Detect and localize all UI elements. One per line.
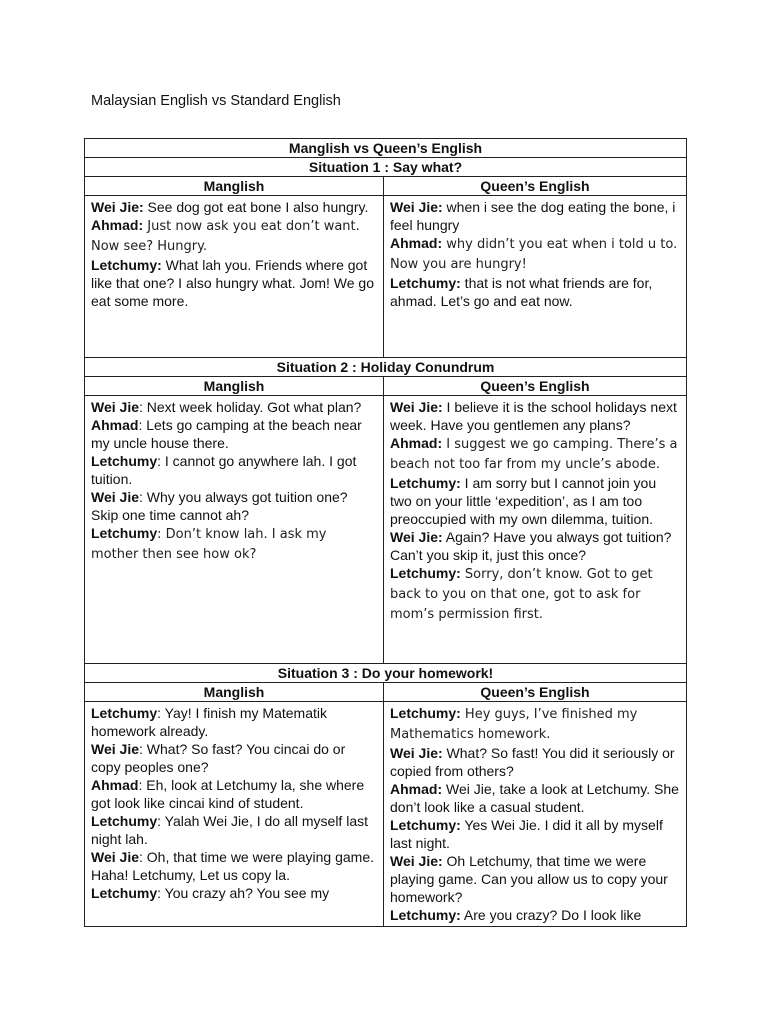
dialogue-text: : What? So fast? You cincai do or copy peoples one?: [91, 741, 346, 775]
dialogue-text: : Don’t know lah. I ask my mother then see how ok?: [91, 527, 327, 562]
speaker-name: Ahmad:: [390, 235, 443, 251]
column-header-row: [85, 177, 687, 196]
dialogue-line: [91, 884, 377, 902]
dialogue-text: Are you crazy? Do I look like: [460, 907, 642, 923]
column-header-row: [85, 683, 687, 702]
comparison-table: [84, 138, 687, 927]
table-title-row: [85, 139, 687, 158]
situation-3-queens-cell: [384, 702, 687, 927]
speaker-name: Wei Jie:: [91, 199, 144, 215]
dialogue-line: [91, 740, 377, 776]
column-header-queens-english: Queen’s English: [384, 683, 687, 702]
column-header-manglish: Manglish: [85, 683, 384, 702]
speaker-name: Wei Jie:: [390, 745, 443, 761]
dialogue-text: Hey guys, I’ve finished my Mathematics homework.: [390, 707, 638, 742]
table-title: Manglish vs Queen’s English: [85, 139, 687, 158]
dialogue-text: : Eh, look at Letchumy la, she where got look like cincai kind of student.: [91, 777, 365, 811]
speaker-name: Wei Jie: [91, 399, 139, 415]
speaker-name: Letchumy:: [390, 565, 461, 581]
speaker-name: Letchumy: [91, 525, 158, 541]
dialogue-text: : Next week holiday. Got what plan?: [139, 399, 362, 415]
dialogue-line: [390, 564, 680, 624]
dialogue-line: [390, 744, 680, 780]
speaker-name: Ahmad:: [91, 217, 144, 233]
column-header-queens-english: Queen’s English: [384, 177, 687, 196]
dialogue-text: I believe it is the school holidays next week. Have you gentlemen any plans?: [390, 399, 677, 433]
speaker-name: Letchumy:: [91, 257, 162, 273]
dialogue-line: [91, 524, 377, 564]
dialogue-text: : I cannot go anywhere lah. I got tuition.: [91, 453, 357, 487]
dialogue-row: [85, 196, 687, 358]
speaker-name: Wei Jie:: [390, 399, 443, 415]
dialogue-line: [390, 852, 680, 906]
dialogue-line: [91, 704, 377, 740]
dialogue-text: What lah you. Friends where got like that one? I also hungry what. Jom! We go eat some more.: [91, 257, 375, 309]
speaker-name: Wei Jie: [91, 849, 139, 865]
dialogue-line: [390, 816, 680, 852]
speaker-name: Letchumy: [91, 885, 158, 901]
speaker-name: Ahmad: [91, 417, 139, 433]
speaker-name: Wei Jie:: [390, 199, 443, 215]
dialogue-text: What? So fast! You did it seriously or copied from others?: [390, 745, 675, 779]
dialogue-line: [91, 416, 377, 452]
column-header-manglish: Manglish: [85, 177, 384, 196]
speaker-name: Letchumy: [91, 453, 158, 469]
dialogue-line: [390, 274, 680, 310]
speaker-name: Letchumy:: [390, 705, 461, 721]
dialogue-text: : Oh, that time we were playing game. Haha! Letchumy, Let us copy la.: [91, 849, 374, 883]
dialogue-line: [390, 234, 680, 274]
speaker-name: Letchumy:: [390, 817, 461, 833]
dialogue-text: when i see the dog eating the bone, i feel hungry: [390, 199, 676, 233]
dialogue-line: [91, 812, 377, 848]
situation-title-row: [85, 158, 687, 177]
dialogue-text: See dog got eat bone I also hungry.: [143, 199, 369, 215]
dialogue-line: [91, 452, 377, 488]
dialogue-row: [85, 396, 687, 664]
speaker-name: Ahmad:: [390, 435, 443, 451]
situation-title-row: [85, 358, 687, 377]
dialogue-text: : Lets go camping at the beach near my uncle house there.: [91, 417, 362, 451]
dialogue-text: I am sorry but I cannot join you two on your little ‘expedition’, as I am too preoccupied with my own dilemma, tuition.: [390, 475, 657, 527]
situation-3-manglish-cell: [85, 702, 384, 927]
dialogue-text: : Yalah Wei Jie, I do all myself last night lah.: [91, 813, 368, 847]
dialogue-text: Sorry, don’t know. Got to get back to you on that one, got to ask for mom’s permission first.: [390, 567, 653, 622]
situation-title-row: [85, 664, 687, 683]
situation-2-manglish-cell: [85, 396, 384, 664]
dialogue-line: [91, 216, 377, 256]
speaker-name: Letchumy: [91, 813, 158, 829]
dialogue-text: I suggest we go camping. There’s a beach not too far from my uncle’s abode.: [390, 437, 678, 472]
speaker-name: Letchumy:: [390, 907, 461, 923]
speaker-name: Letchumy:: [390, 475, 461, 491]
dialogue-line: [91, 776, 377, 812]
dialogue-text: : Yay! I finish my Matematik homework already.: [91, 705, 327, 739]
dialogue-line: [390, 434, 680, 474]
dialogue-text: Just now ask you eat don’t want. Now see? Hungry.: [91, 219, 360, 254]
dialogue-text: Again? Have you always got tuition? Can’t you skip it, just this once?: [390, 529, 672, 563]
dialogue-line: [390, 474, 680, 528]
column-header-manglish: Manglish: [85, 377, 384, 396]
dialogue-text: Oh Letchumy, that time we were playing game. Can you allow us to copy your homework?: [390, 853, 668, 905]
speaker-name: Wei Jie: [91, 489, 139, 505]
dialogue-line: [91, 488, 377, 524]
document-title: Malaysian English vs Standard English: [91, 93, 341, 109]
dialogue-line: [91, 256, 377, 310]
situation-2-queens-cell: [384, 396, 687, 664]
speaker-name: Wei Jie: [91, 741, 139, 757]
speaker-name: Wei Jie:: [390, 529, 443, 545]
dialogue-line: [390, 528, 680, 564]
situation-3-title: Situation 3 : Do your homework!: [85, 664, 687, 683]
dialogue-text: : You crazy ah? You see my: [157, 885, 330, 901]
situation-1-queens-cell: [384, 196, 687, 358]
speaker-name: Letchumy:: [390, 275, 461, 291]
situation-1-manglish-cell: [85, 196, 384, 358]
dialogue-text: Yes Wei Jie. I did it all by myself last night.: [390, 817, 663, 851]
dialogue-line: [91, 848, 377, 884]
dialogue-line: [91, 198, 377, 216]
dialogue-text: Wei Jie, take a look at Letchumy. She don’t look like a casual student.: [390, 781, 679, 815]
dialogue-row: [85, 702, 687, 927]
column-header-row: [85, 377, 687, 396]
speaker-name: Ahmad: [91, 777, 139, 793]
speaker-name: Wei Jie:: [390, 853, 443, 869]
dialogue-text: that is not what friends are for, ahmad. Let’s go and eat now.: [390, 275, 653, 309]
speaker-name: Letchumy: [91, 705, 158, 721]
dialogue-text: : Why you always got tuition one? Skip one time cannot ah?: [91, 489, 348, 523]
dialogue-line: [91, 398, 377, 416]
dialogue-line: [390, 906, 680, 924]
situation-2-title: Situation 2 : Holiday Conundrum: [85, 358, 687, 377]
situation-1-title: Situation 1 : Say what?: [85, 158, 687, 177]
dialogue-line: [390, 780, 680, 816]
speaker-name: Ahmad:: [390, 781, 443, 797]
column-header-queens-english: Queen’s English: [384, 377, 687, 396]
dialogue-line: [390, 398, 680, 434]
dialogue-text: why didn’t you eat when i told u to. Now you are hungry!: [390, 237, 678, 272]
dialogue-line: [390, 704, 680, 744]
dialogue-line: [390, 198, 680, 234]
